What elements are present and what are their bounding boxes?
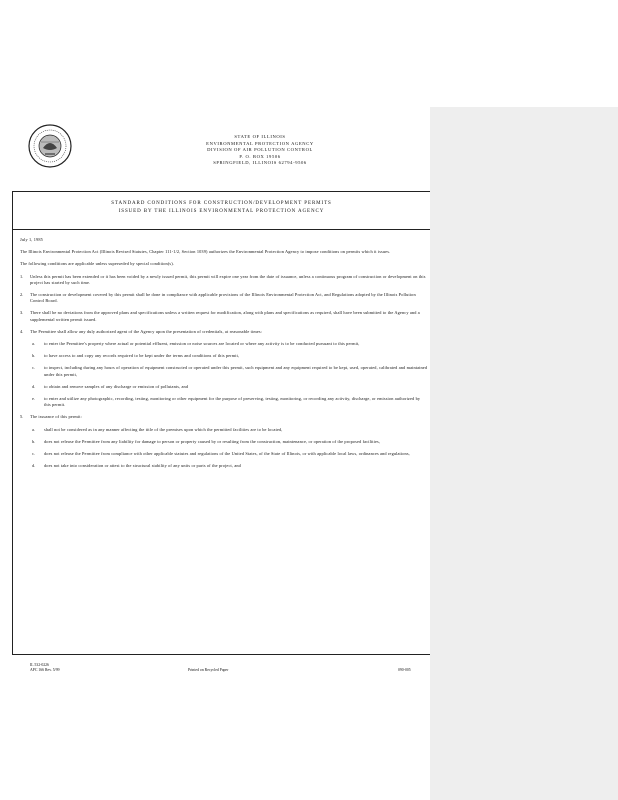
item-number: 2. <box>20 292 24 298</box>
footer-left <box>30 663 60 673</box>
subitem-text: does not take into consideration or attest to the structural stability of any units or parts of the project, and <box>44 463 241 469</box>
agency-line: STATE OF ILLINOIS <box>234 134 286 139</box>
item-text: The Permittee shall allow any duly authorized agent of the Agency upon the presentation of credentials, at reasonable times: <box>30 328 263 334</box>
condition-item <box>20 329 428 335</box>
agency-header <box>140 134 380 167</box>
form-code: 090-005 <box>398 668 411 672</box>
condition-subitem <box>32 451 428 457</box>
document-body <box>20 237 428 475</box>
form-revision: APC 166 Rev. 5/99 <box>30 668 60 672</box>
agency-line: P. O. BOX 19506 <box>239 153 281 159</box>
item-text: The construction or development covered by this permit shall be done in compliance with applicable provisions of the Illinois Environmental Protection Act, and Regulations adopted by the Illinois Pollution Control Board. <box>30 292 416 304</box>
condition-subitem <box>32 439 428 445</box>
subitem-letter: d. <box>32 463 36 469</box>
subitem-text: to enter the Permittee's property where actual or potential effluent, emission or noise sources are located or where any activity is to be conducted pursuant to this permit, <box>44 341 360 347</box>
subitem-text: shall not be considered as in any manner affecting the title of the premises upon which the permitted facilities are to be located, <box>44 426 283 432</box>
condition-item <box>20 310 428 322</box>
condition-subitem <box>32 341 428 347</box>
subitem-text: does not release the Permittee from compliance with other applicable statutes and regulations of the United States, of the State of Illinois, or with applicable local laws, ordinances and regulations, <box>44 451 410 457</box>
document-subtitle: ISSUED BY THE ILLINOIS ENVIRONMENTAL PROTECTION AGENCY <box>118 209 325 214</box>
subitem-text: to have access to and copy any records required to be kept under the terms and conditions of this permit, <box>44 353 240 359</box>
subitem-letter: a. <box>32 426 36 432</box>
subitem-text: to obtain and remove samples of any discharge or emission of pollutants, and <box>44 383 189 389</box>
subitem-text: to enter and utilize any photographic, recording, testing, monitoring or other equipment for the purpose of preserving, testing, monitoring, or recording any activity, discharge, or emission authorized by this permit. <box>44 396 421 408</box>
subitem-letter: b. <box>32 353 36 359</box>
condition-item <box>20 274 428 286</box>
item-number: 3. <box>20 310 24 316</box>
form-number: IL 532-0226 <box>30 663 49 667</box>
title-box <box>12 191 431 229</box>
item-text: Unless this permit has been extended or it has been voided by a newly issued permit, this permit will expire one year from the date of issuance, unless a continuous program of construction or development on this project has started by such time. <box>30 273 426 285</box>
condition-subitem <box>32 427 428 433</box>
lead-paragraph: The following conditions are applicable unless superseded by special condition(s). <box>20 261 175 267</box>
condition-subitem <box>32 463 428 469</box>
subitem-letter: c. <box>32 365 36 371</box>
condition-subitem <box>32 384 428 390</box>
subitem-text: to inspect, including during any hours of operation of equipment constructed or operated under this permit, such equipment and any equipment required to be kept, used, operated, calibrated and maintained under this permit, <box>44 365 428 377</box>
agency-line: DIVISION OF AIR POLLUTION CONTROL <box>207 147 313 153</box>
condition-subitem <box>32 396 428 408</box>
agency-line: ENVIRONMENTAL PROTECTION AGENCY <box>206 140 314 146</box>
recycled-paper-note: Printed on Recycled Paper <box>188 668 229 672</box>
item-text: The issuance of this permit: <box>30 414 82 420</box>
subitem-letter: b. <box>32 438 36 444</box>
subitem-letter: c. <box>32 451 36 457</box>
subitem-letter: e. <box>32 396 36 402</box>
document-title: STANDARD CONDITIONS FOR CONSTRUCTION/DEVELOPMENT PERMITS <box>111 201 332 206</box>
subitem-text: does not release the Permittee from any liability for damage to person or property caused by or resulting from the construction, maintenance, or operation of the proposed facilities, <box>44 438 381 444</box>
condition-subitem <box>32 353 428 359</box>
state-seal-icon <box>28 124 72 168</box>
condition-item <box>20 414 428 420</box>
subitem-letter: d. <box>32 383 36 389</box>
condition-item <box>20 292 428 304</box>
item-number: 4. <box>20 328 24 334</box>
subitem-letter: a. <box>32 341 36 347</box>
item-number: 1. <box>20 273 24 279</box>
item-number: 5. <box>20 414 24 420</box>
side-panel <box>430 107 618 800</box>
agency-line: SPRINGFIELD, ILLINOIS 62794-9506 <box>213 160 307 166</box>
date: July 1, 1985 <box>20 237 43 242</box>
item-text: There shall be no deviations from the approved plans and specifications unless a written request for modification, along with plans and specifications as required, shall have been submitted to the Agency and a supplemental written permit issued. <box>30 310 420 322</box>
intro-paragraph: The Illinois Environmental Protection Act (Illinois Revised Statutes, Chapter 111-1/2, Section 1039) authorizes the Environmental Protection Agency to impose conditions on permits which it issues. <box>20 249 391 255</box>
condition-subitem <box>32 365 428 377</box>
